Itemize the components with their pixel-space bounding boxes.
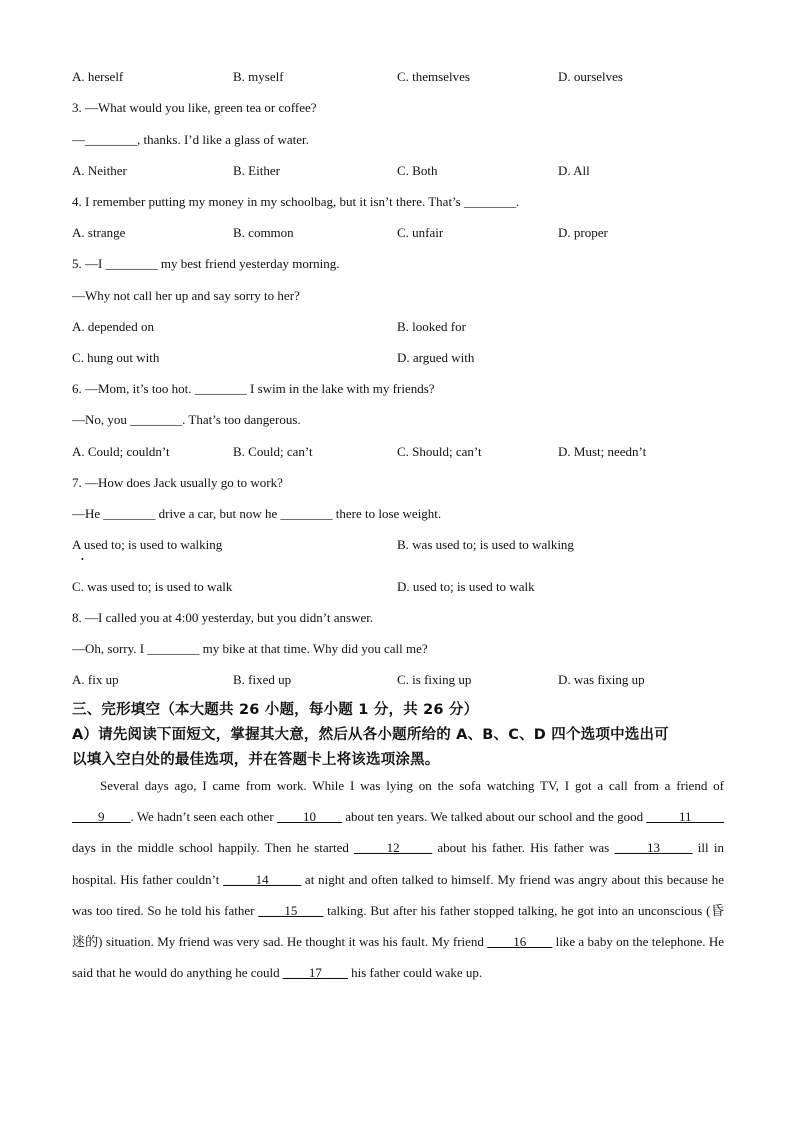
- blank-11: _____11_____: [646, 809, 724, 825]
- q3-option-a: A. Neither: [72, 163, 127, 178]
- section3-heading: 三、完形填空（本大题共 26 小题，每小题 1 分，共 26 分）: [72, 702, 479, 718]
- q6-option-a: A. Could; couldn’t: [72, 444, 170, 459]
- passage-text: talking. But after his father stopped talking, he got into an unconscious (昏迷的) situation. My friend was very sad. He thought it was his fault. My friend: [72, 902, 724, 950]
- q2-option-c: C. themselves: [397, 69, 470, 84]
- q5-option-d: D. argued with: [397, 350, 475, 365]
- section3-instruction-line1: A）请先阅读下面短文，掌握其大意，然后从各小题所给的 A、B、C、D 四个选项中选出可: [72, 727, 669, 743]
- q7-option-b: B. was used to; is used to walking: [397, 537, 574, 552]
- q7-stem: 7. —How does Jack usually go to work?: [72, 475, 283, 490]
- q3-option-c: C. Both: [397, 163, 438, 178]
- stray-dot-mark: •: [81, 555, 84, 564]
- q7-option-a: A used to; is used to walking: [72, 537, 223, 552]
- q6-option-c: C. Should; can’t: [397, 444, 482, 459]
- blank-12: _____12_____: [354, 840, 433, 856]
- q5-option-b: B. looked for: [397, 319, 466, 334]
- q4-option-b: B. common: [233, 225, 294, 240]
- q2-option-b: B. myself: [233, 69, 284, 84]
- q3-option-d: D. All: [558, 163, 590, 178]
- q2-option-d: D. ourselves: [558, 69, 623, 84]
- passage-text: days in the middle school happily. Then he started: [72, 840, 355, 856]
- blank-9: ____9____: [72, 809, 131, 825]
- q8-option-c: C. is fixing up: [397, 672, 472, 687]
- q3-stem: 3. —What would you like, green tea or coffee?: [72, 100, 317, 115]
- q8-option-b: B. fixed up: [233, 672, 292, 687]
- blank-15: ____15____: [258, 902, 324, 918]
- q8-option-a: A. fix up: [72, 672, 119, 687]
- q5-option-a: A. depended on: [72, 319, 154, 334]
- q7-option-c: C. was used to; is used to walk: [72, 579, 233, 594]
- blank-13: _____13_____: [614, 840, 693, 856]
- passage-text: ill in hospital. His father couldn’t: [72, 840, 725, 887]
- cloze-passage: [72, 770, 724, 988]
- passage-text: his father could wake up.: [347, 965, 483, 981]
- passage-text: like a baby on the telephone. He said that he would do anything he could: [72, 934, 724, 981]
- q4-option-a: A. strange: [72, 225, 126, 240]
- q2-option-a: A. herself: [72, 69, 124, 84]
- blank-16: ____16____: [487, 934, 553, 950]
- section3-instruction-line2: 以填入空白处的最佳选项，并在答题卡上将该选项涂黑。: [72, 752, 440, 768]
- q8-option-d: D. was fixing up: [558, 672, 645, 687]
- q5-stem: 5. —I ________ my best friend yesterday morning.: [72, 256, 340, 271]
- q6-stem: 6. —Mom, it’s too hot. ________ I swim in the lake with my friends?: [72, 381, 435, 396]
- q8-reply: —Oh, sorry. I ________ my bike at that time. Why did you call me?: [72, 641, 428, 656]
- q5-option-c: C. hung out with: [72, 350, 160, 365]
- q6-option-d: D. Must; needn’t: [558, 444, 647, 459]
- q8-stem: 8. —I called you at 4:00 yesterday, but you didn’t answer.: [72, 610, 374, 625]
- blank-10: ____10____: [276, 809, 342, 825]
- q3-reply: —________, thanks. I’d like a glass of water.: [72, 132, 309, 147]
- passage-text: about his father. His father was: [432, 840, 615, 856]
- q3-option-b: B. Either: [233, 163, 280, 178]
- blank-14: _____14_____: [223, 871, 302, 887]
- q4-stem: 4. I remember putting my money in my schoolbag, but it isn’t there. That’s ________.: [72, 194, 520, 209]
- q7-option-d: D. used to; is used to walk: [397, 579, 535, 594]
- passage-text: Several days ago, I came from work. While I was lying on the sofa watching TV, I got a call from a friend of: [100, 778, 724, 793]
- q4-option-d: D. proper: [558, 225, 608, 240]
- passage-text: at night and often talked to himself. My friend was angry about this because he was too tired. So he told his father: [72, 871, 724, 918]
- q6-option-b: B. Could; can’t: [233, 444, 313, 459]
- q6-reply: —No, you ________. That’s too dangerous.: [72, 412, 301, 427]
- q5-reply: —Why not call her up and say sorry to her?: [72, 288, 300, 303]
- q4-option-c: C. unfair: [397, 225, 444, 240]
- passage-text: about ten years. We talked about our school and the good: [341, 809, 647, 825]
- q7-reply: —He ________ drive a car, but now he ________ there to lose weight.: [72, 506, 442, 521]
- passage-text: . We hadn’t seen each other: [130, 809, 277, 825]
- blank-17: ____17____: [282, 965, 348, 981]
